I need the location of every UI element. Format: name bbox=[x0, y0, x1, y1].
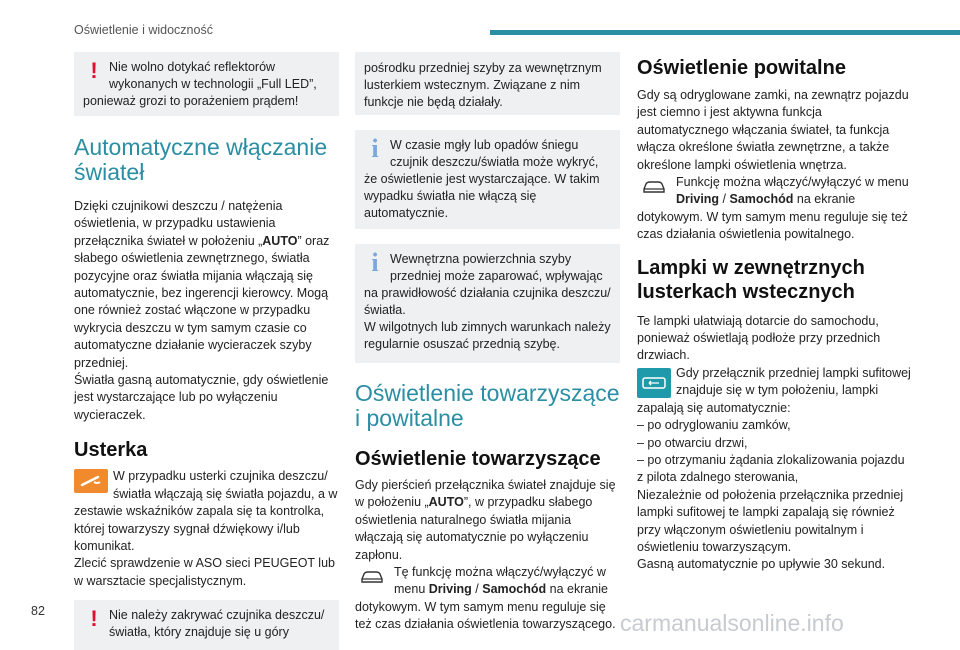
info-icon: i bbox=[371, 248, 379, 277]
guide-subheading: Oświetlenie towarzyszące bbox=[355, 448, 601, 470]
welcome-paragraph: Gdy są odryglowane zamki, na zewnątrz pojazdu jest ciemno i jest aktywna funkcja automatycznego włączania świateł, ta funkcja włącza określone światła zewnętrzne, a także określone lampki oświetlenia wnętrza. bbox=[637, 88, 909, 172]
mirror-paragraph-3: Niezależnie od położenia przełącznika przedniej lampki sufitowej te lampki zapalają się również przy włączonym oświetleniu powitalnym i oświetleniu towarzyszącym. bbox=[637, 487, 904, 554]
exclamation-icon: ! bbox=[90, 606, 98, 632]
info-box-fog bbox=[355, 130, 620, 229]
mirror-list-3: – po otrzymaniu żądania zlokalizowania pojazdu z pilota zdalnego sterowania, bbox=[637, 452, 905, 485]
fault-paragraph-2: Zlecić sprawdzenie w ASO sieci PEUGEOT lub w warsztacie specjalistycznym. bbox=[74, 556, 335, 588]
guide-heading: Oświetlenie towarzyszące i powitalne bbox=[355, 380, 620, 431]
warning-led-text: Nie wolno dotykać reflektorów wykonanych w technologii „Full LED”, ponieważ grozi to porażeniem prądem! bbox=[83, 60, 317, 108]
guide-menu-paragraph: Tę funkcję można włączyć/wyłączyć w menu Driving / Samochód na ekranie dotykowym. W tym samym menu reguluje się też czas działania oświetlenia towarzyszącego. bbox=[355, 565, 616, 632]
column-right bbox=[637, 52, 912, 574]
fault-heading: Usterka bbox=[74, 439, 148, 462]
watermark: carmanualsonline.info bbox=[620, 610, 844, 636]
header-title: Oświetlenie i widoczność bbox=[74, 23, 213, 37]
info-box-fogging bbox=[355, 244, 620, 363]
mirror-switch-paragraph: Gdy przełącznik przedniej lampki sufitowej znajduje się w tym położeniu, lampki zapalają się automatycznie: bbox=[637, 365, 911, 415]
auto-lights-heading: Automatyczne włączanie świateł bbox=[74, 134, 328, 185]
wiper-warning-icon bbox=[74, 469, 108, 493]
continued-warning-box bbox=[355, 52, 620, 115]
mirror-paragraph: Te lampki ułatwiają dotarcie do samochodu, ponieważ oświetlają podłoże przy przednich drzwiach. bbox=[637, 313, 881, 363]
info-fogging-text-1: Wewnętrzna powierzchnia szyby przedniej może zaparować, wpływając na prawidłowość działania czujnika deszczu/ światła. bbox=[364, 252, 611, 317]
courtesy-lamp-icon bbox=[637, 368, 671, 398]
car-icon bbox=[355, 565, 389, 589]
info-fog-text: W czasie mgły lub opadów śniegu czujnik deszczu/światła może wykryć, że oświetlenie jest wystarczające. W takim wypadku światła nie włączą się automatycznie. bbox=[364, 138, 600, 220]
mirror-paragraph-4: Gasną automatycznie po upływie 30 sekund. bbox=[637, 557, 886, 572]
continued-warning-text: pośrodku przedniej szyby za wewnętrznym lusterkiem wstecznym. Związane z nim funkcje nie będą działały. bbox=[364, 61, 602, 109]
column-middle bbox=[355, 52, 620, 634]
warning-box-sensor bbox=[74, 600, 339, 650]
header-accent-bar bbox=[490, 30, 960, 35]
warning-sensor-text: Nie należy zakrywać czujnika deszczu/ światła, który znajduje się u góry bbox=[109, 608, 325, 640]
auto-lights-paragraph-2: Światła gasną automatycznie, gdy oświetlenie jest wystarczające lub po wyłączeniu wycieraczek. bbox=[74, 373, 329, 422]
mirror-list-1: – po odryglowaniu zamków, bbox=[637, 418, 791, 433]
car-icon bbox=[637, 175, 671, 199]
welcome-menu-paragraph: Funkcję można włączyć/wyłączyć w menu Driving / Samochód na ekranie dotykowym. W tym samym menu reguluje się też czas działania oświetlenia powitalnego. bbox=[637, 175, 909, 242]
page-number: 82 bbox=[31, 604, 45, 618]
welcome-heading: Oświetlenie powitalne bbox=[637, 57, 846, 79]
info-fogging-text-2: W wilgotnych lub zimnych warunkach należy regularnie osuszać przednią szybę. bbox=[364, 320, 611, 351]
column-left bbox=[74, 52, 339, 650]
mirror-list-2: – po otwarciu drzwi, bbox=[637, 435, 748, 450]
exclamation-icon: ! bbox=[90, 58, 98, 83]
auto-lights-paragraph: Dzięki czujnikowi deszczu / natężenia oświetlenia, w przypadku ustawienia przełącznika świateł w położeniu „AUTO” oraz słabego oświetlenia zewnętrznego, światła pozycyjne oraz światła mijania włączają się automatycznie, bez ingerencji kierowcy. Mogą one również zostać włączone w przypadku wykrycia deszczu w tym samym czasie co automatyczne działanie wycieraczek szyby przedniej. bbox=[74, 199, 330, 370]
mirror-heading: Lampki w zewnętrznych lusterkach wstecznych bbox=[637, 256, 865, 303]
info-icon: i bbox=[371, 134, 379, 163]
fault-paragraph: W przypadku usterki czujnika deszczu/ światła włączają się światła pojazdu, a w zestawie wskaźników zapala się ta kontrolka, której towarzyszy sygnał dźwiękowy i/lub komunikat. bbox=[74, 469, 338, 553]
guide-paragraph: Gdy pierścień przełącznika świateł znajduje się w położeniu „AUTO”, w przypadku słabego oświetlenia naturalnego światła mijania włączają się automatycznie po wyłączeniu zapłonu. bbox=[355, 478, 616, 562]
warning-box-led bbox=[74, 52, 339, 116]
